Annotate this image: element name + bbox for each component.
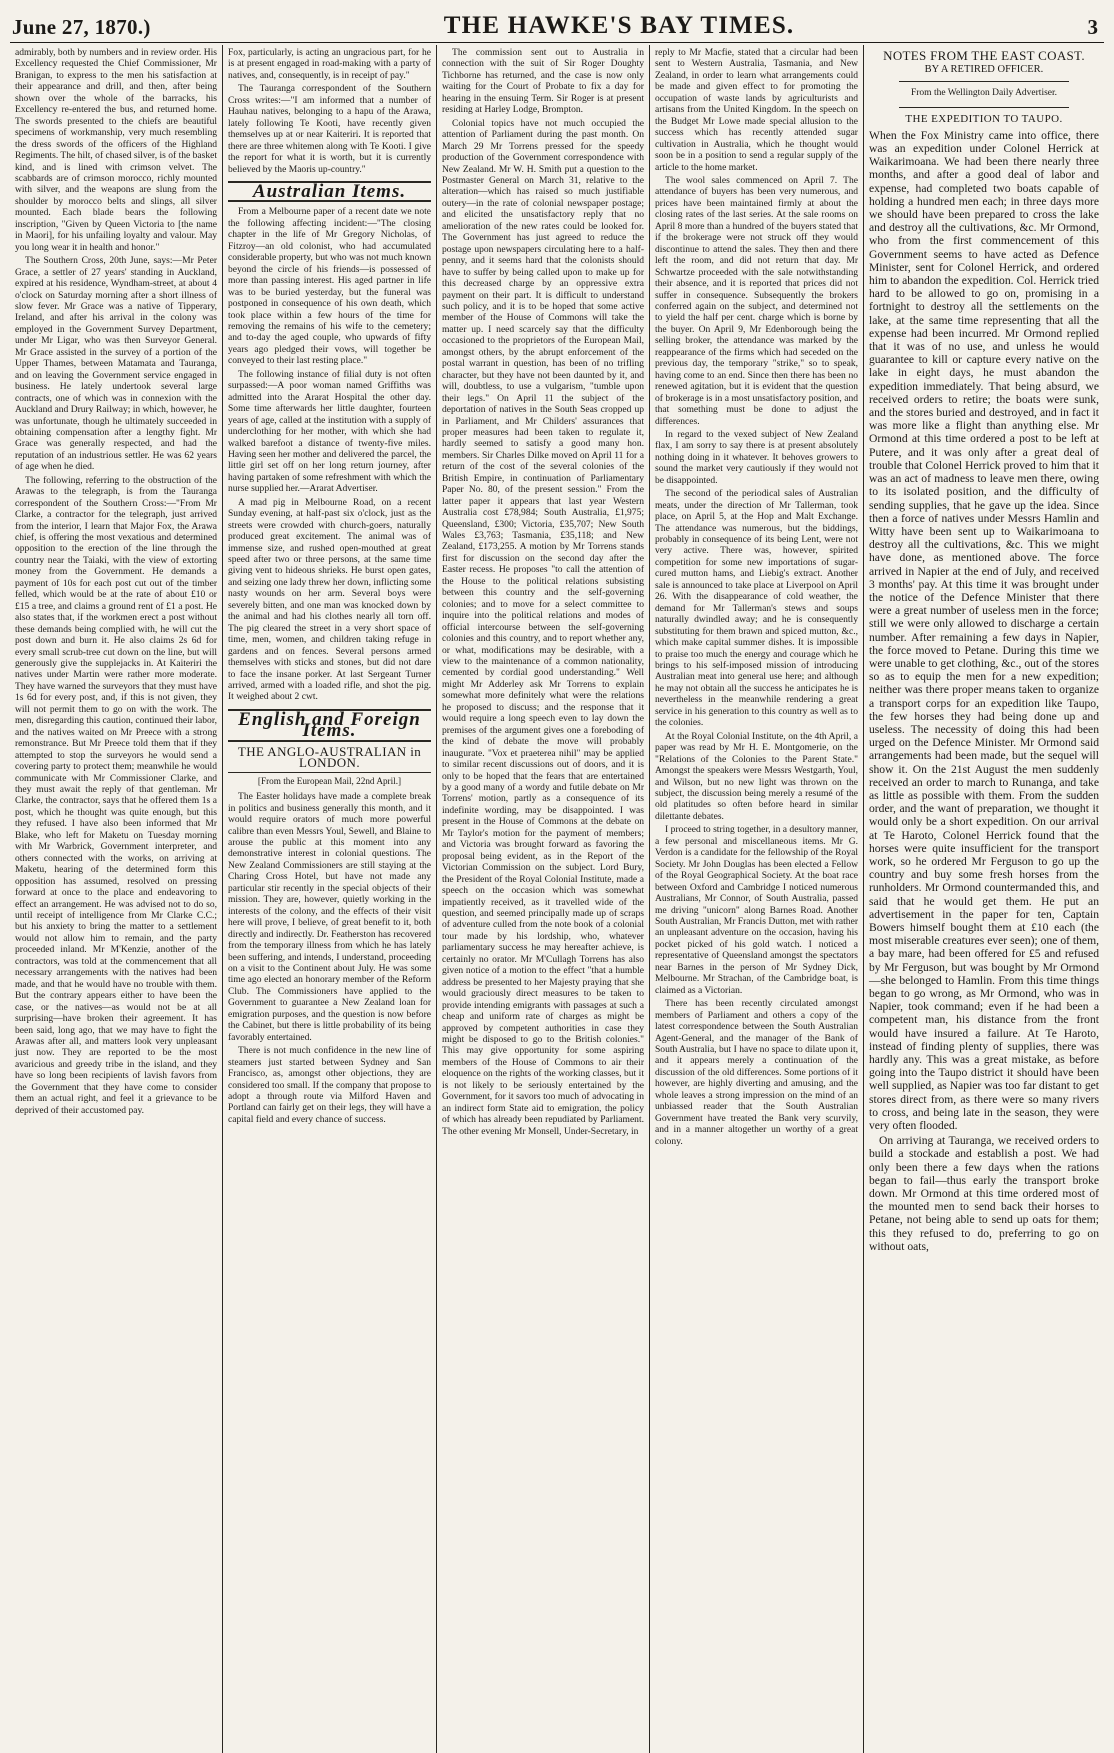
- column-4: [650, 45, 864, 1753]
- paragraph: The Easter holidays have made a complete break in politics and business generally this month, and it would require orators of much more powerful calibre than even Messrs Youl, Sewell, and Blaine to arouse the public at this moment into any demonstrative interest in colonial questions. The New Zealand Commissioners are still staying at the Charing Cross Hotel, but have not made any particular stir recently in the special objects of their mission. They are, however, quietly working in the interests of the colony, and the effects of their visit here will prove, I believe, of great benefit to it, both directly and indirectly. Dr. Featherston has recovered from the temporary illness from which he has lately been suffering, and intends, I understand, proceeding on a visit to the Continent about July. He was some time ago elected an honorary member of the Reform Club. The Commissioners have applied to the Government to guarantee a New Zealand loan for emigration purposes, and the question is now before the Cabinet, but there is little probability of its being favorably entertained.: [228, 791, 431, 1043]
- article-source: From the Wellington Daily Advertiser.: [910, 88, 1058, 99]
- paragraph: The second of the periodical sales of Australian meats, under the direction of Mr Tallerman, took place, on April 5, at the Hop and Malt Exchange. The attendance was numerous, but the biddings, probably in consequence of its being Lent, were not very active. There was, however, spirited competition for some new importations of sugar-cured mutton hams, and Liebig's extract. Another sale is announced to take place at Liverpool on April 26. With the disappearance of cold weather, the demand for Mr Tallerman's stews and soups naturally dwindled away; and he is consequently substituting for them brawn and spiced mutton, &c., which make capital summer dishes. It is impossible to praise too much the energy and courage which he brings to his self-imposed mission of introducing Australian meat into general use here; and although he may not obtain all the success he anticipates he is nevertheless in the meanwhile rendering a great service in his generation to this country as well as to the colonies.: [655, 488, 858, 729]
- paragraph: reply to Mr Macfie, stated that a circular had been sent to Western Australia, Tasmania, and New Zealand, in order to learn what arrangements could be made and given effect to for promoting the occupation of waste lands by agriculturists and artisans from the United Kingdom. In the speech on the Budget Mr Lowe made special allusion to the success which has recently attended sugar cultivation in Australia, which he thought would soon be in a position to send a regular supply of the article to the home market.: [655, 47, 858, 173]
- section-heading-english-foreign-items: English and Foreign Items.: [228, 709, 431, 742]
- article-source: [From the European Mail, 22nd April.]: [257, 775, 402, 786]
- paragraph: Fox, particularly, is acting an ungracious part, for he is at present engaged in road-making with a party of natives, and, consequently, is in receipt of pay.": [228, 47, 431, 81]
- newspaper-title: THE HAWKE'S BAY TIMES.: [443, 12, 795, 39]
- paragraph: The Tauranga correspondent of the Southern Cross writes:—"I am informed that a number of Hauhau natives, belonging to a hapu of the Arawa, lately following Te Kooti, have recently given themselves up at or near Kaiteriri. It is reported that there are three whitemen along with Te Kooti. I give the report for what it is worth, but it is currently believed by the Maoris up-country.": [228, 83, 431, 175]
- paragraph: The Southern Cross, 20th June, says:—Mr Peter Grace, a settler of 27 years' standing in Auckland, expired at his residence, Wyndham-street, at about 4 o'clock on Saturday morning after a short illness of slow fever. Mr Grace was a native of Tipperary, Ireland, and after his arrival in the colony was employed in the Government Survey Department, under Mr Ligar, who was then Surveyor General. Mr Grace assisted in the survey of a portion of the Upper Thames, between Matamata and Tauranga, and on leaving the Government service engaged in business. He lately undertook several large contracts, one of which was in connexion with the Auckland and Drury Railway; in which, however, he was unfortunate, though he ultimately succeeded in obtaining compensation after a lengthy fight. Mr Grace was generally respected, and had the reputation of an industrious settler. He was 62 years of age when he died.: [15, 255, 217, 473]
- paragraph: When the Fox Ministry came into office, there was an expedition under Colonel Herrick at Waikarimoana. We had been there nearly three months, and after a good deal of labor and expense, had completed two boats capable of holding a hundred men each; in three days more we should have been prepared to cross the lake and destroy all the cultivations, &c. Mr Ormond, who from the first commencement of this Government seems to have acted as Defence Minister, sent for Colonel Herrick, and ordered him to abandon the expedition. Col. Herrick tried hard to be allowed to go on, promising in a fortnight to destroy all the settlements on the lake, at the same time representing that all the expense had been incurred. Mr Ormond replied that it was of no use, and unless he would guarantee to kill or capture every native on the lake in eight days, he must abandon the expedition immediately. That being absurd, we received orders to retire; the boats were sunk, and the stores buried and destroyed, and in fact it was more like a flight than anything else. Mr Ormond at this time ordered a post to be left at Putere, and it was only after a great deal of trouble that Colonel Herrick proved to him that it was an act of madness to leave men there, owing to its isolated position, and the difficulty of sending supplies, that he gave up the idea. Since then a force of natives under Messrs Hamlin and Witty have been sent up to Waikarimoana to destroy all the cultivations, &c. This we might have done, as mentioned above. The force arrived in Napier at the end of July, and received 3 months' pay. At this time it was brought under the notice of the Defence Minister that there were a great number of useless men in the force; still we were only allowed to discharge a certain number. After remaining a few days in Napier, the force moved to Petane. During this time we were unable to get clothing, &c., out of the stores so as to equip the men for a new expedition; neither was there proper means taken to organize a transport corps for an expedition like Taupo, the few horses they had being done up and useless. The necessity of doing this had been urged on the Defence Minister. Mr Ormond said arrangements had been made, but the sequel will show it. On the 21st August the men suddenly received an order to march to Runanga, and take as little as possible with them. From the sudden order, and the want of preparation, we thought it would only be a short expedition. On our arrival at Te Haroto, Colonel Herrick found that the horses were quite insufficient for the transport work, so he ordered Mr Ferguson to go up the country and buy some fresh horses from the runholders. Mr Ormond countermanded this, and said that he would get them. He put an advertisement in the paper for ten, Captain Bowers himself bought them at £10 each (the most miserable creatures ever seen); one of them, a bay mare, had been offered for £5 and refused by Mr Ferguson, but was bought by Mr Ormond—she belonged to Hamlin. From this time things began to go wrong, as Mr Ormond, who was in Napier, took command; even if he had been a competent man, his distance from the front would have insured a failure. At Te Haroto, instead of finding plenty of supplies, there was hardly any. This was a great mistake, as before going into the Taupo district it should have been well supplied, as Napier was too far distant to get stores direct from, as there were so many rivers to cross, and being late in the season, they were very often flooded.: [869, 128, 1099, 1133]
- paragraph: Colonial topics have not much occupied the attention of Parliament during the past month. On March 29 Mr Torrens pressed for the speedy production of the Government correspondence with New Zealand. Mr W. H. Smith put a question to the Postmaster General on March 31, relative to the alteration—which has raised so much justifiable outery—in the rate of colonial newspaper postage; and elicited the unsatisfactory reply that no amelioration of the new rates could be looked for. The Government has just agreed to reduce the postage upon newspapers circulating here to a half-penny, and it seems hard that the colonists should have to suffer by being called upon to make up for this decreased charge by an oppressive extra payment on their part. It is difficult to understand such policy, and it is to be hoped that some active member of the House of Commons will take the matter up. I need scarcely say that the difficulty occasioned to the proprietors of the European Mail, amongst others, by the abrupt enforcement of the postal warrant in question, has been of no trifling character, but they have not been daunted by it, and will, doubtless, to use a vulgarism, "tumble upon their legs." On April 11 the subject of the deportation of natives in the South Seas cropped up in Parliament, and Mr Childers' assurances that proper measures had been taken to regulate it, hardly seemed to satisfy a good many hon. members. Sir Charles Dilke moved on April 11 for a return of the cost of the several colonies of the British Empire, in continuation of Parliamentary Paper No. 80, of the present session." From the latter paper it appears that last year Western Australia cost £78,984; South Australia, £1,975; Queensland, £300; Victoria, £35,707; New South Wales £3,763; Tasmania, £35,118; and New Zealand, £173,255. A motion by Mr Torrens stands first for discussion on the second day after the Easter recess. He proposes "to call the attention of the House to the political relations subsisting between this country and the self-governing colonies; and to move for a select committee to inquire into the political relations and modes of official intercourse between the self-governing colonies and this country, and to report whether any, or what, modifications may be desirable, with a view to the maintenance of a common nationality, cemented by cordial good understanding." Well might Mr Adderley ask Mr Torrens to explain somewhat more definitely what were the relations he proposed to discuss; and the response that it would require a long speech even to lay down the premises of the argument gives one a foreboding of the kind of debate the move will probably inaugurate. "Vox et praeterea nihil" may be applied to similar recent discussions out of doors, and it is only to be hoped that the fears that are entertained by a good many of a wordy and futile debate on Mr Torrens' motion, partly as a consequence of its indefinite wording, may be disappointed. I was present in the House of Commons at the debate on Mr Taylor's motion for the payment of members; and Victoria was brought forward as favoring the proposal being evident, as in the Report of the Victorian Commission on the subject. Lord Bury, the President of the Royal Colonial Institute, made a speech on the occasion which was somewhat impatiently received, as it travelled wide of the question, and seemed principally made up of scraps of adventure culled from the note book of a colonial tour made by his lordship, who, whatever parliamentary success he may hereafter achieve, is certainly no orator. Mr M'Cullagh Torrens has also given notice of a motion to the effect "that a humble address be presented to her Majesty praying that she would graciously direct measures to be taken to provide intending emigrants with passages at such a cheap and uniform rate of charges as might be approved by competent authorities in case they might be disposed to go to the British colonies." This may give opportunity for some aspiring members of the House of Commons to air their eloquence on the rights of the working classes, but it is not likely to be seriously entertained by the Government, for it savors too much of advocating in an indirect form State aid to emigration, the policy of which has already been repudiated by Parliament. The other evening Mr Monsell, Under-Secretary, in: [442, 117, 644, 1137]
- paragraph: The commission sent out to Australia in connection with the suit of Sir Roger Doughty Tichborne has returned, and the case is now only waiting for the Court of Probate to fix a day for hearing in the ensuing Term. Sir Roger is at present residing at Harley Lodge, Brompton.: [442, 47, 644, 116]
- divider: [899, 107, 1069, 108]
- paragraph: admirably, both by numbers and in review order. His Excellency requested the Chief Commissioner, Mr Branigan, to express to the men his satisfaction at their appearance and drill, and then, after being shown over the whole of the barracks, his Excellency re-entered the bus, and returned home. The swords presented to the chiefs are beautiful specimens of workmanship, very much resembling the dress swords of the officers of the Highland Regiments. The hilt, of chased silver, is of the basket kind, and is lined with crimson velvet. The scabbards are of crimson morocco, richly mounted with silver, and the weapons are slung from the shoulder by morocco belts and slings, all silver mounted. Each blade bears the following inscription, "Given by Queen Victoria to [the name in Maori], for his unfailing loyalty and valour. May you long wear it in health and honor.": [15, 47, 218, 253]
- paragraph: A mad pig in Melbourne Road, on a recent Sunday evening, at half-past six o'clock, just as the streets were crowded with church-goers, naturally produced great excitement. The animal was of immense size, and rushed open-mouthed at great speed after two or three persons, at the same time giving vent to hideous shrieks. He burst open gates, and seizing one lady threw her down, inflicting some nasty wounds on her arm. Several boys were severely bitten, and one man was knocked down by the animal and had his clothes nearly all torn off. The pig cleared the street in a very short space of time, men, women, and children taking refuge in gardens and on fences. Several persons armed themselves with sticks and stones, but did not dare to face the insane porker. At last Sergeant Turner arrived, armed with a loaded rifle, and shot the pig. It weighed about 2 cwt.: [228, 496, 431, 703]
- column-1: [10, 45, 223, 1753]
- paragraph: On arriving at Tauranga, we received orders to build a stockade and establish a post. We had only been there a few days when the rations began to fail—thus early the transport broke down. Mr Ormond at this time ordered most of the mounted men to send back their horses to Petane, not being able to send up oats for them; this they refused to do, preferring to go on without oats,: [869, 1134, 1099, 1253]
- column-3: [437, 45, 650, 1753]
- paragraph: The following, referring to the obstruction of the Arawas to the telegraph, is from the Tauranga correspondent of the Southern Cross:—"From Mr Clarke, a contractor for the telegraph, just arrived from the interior, I learn that Major Fox, the Arawa chief, is offering the most vexatious and determined opposition to the erection of the line through the country near the Taiaki, with the view of extorting money from the Government. He demands a payment of 10s for each post cut out of the timber felled, which would be at the rate of about £10 or £15 a tree, and claims a ground rent of £1 a post. He also states that, if the workmen erect a post without these demands being complied with, he will cut the post down and burn it. He also claims 2s 6d for every small scrub-tree cut down on the line, but will generously give the supplejacks in. At Kaiteriri the natives under Martin were rather more moderate. They have warned the surveyors that they must have 1s 6d for every post, and, if this is not given, they will not permit them to go on with the work. The men, disregarding this caution, continued their labor, and the natives waited on Mr Preece with a strong remonstrance. But Mr Preece told them that if they attempted to stop the surveyors he would send a covering party to protect them; meanwhile he would communicate with Mr Commissioner Clarke, and they must await the reply of that gentleman. Mr Clarke, the contractor, says that he offered them 1s a post, which he thought was quite enough, but this they refused. I have also been informed that Mr Blake, who left for Maketu on Tuesday morning with Mr Warbrick, Government interpreter, and others connected with the works, on arriving at Maketu, hearing of the determined form this opposition has assumed, resolved on pressing forward at once to the place and endeavoring to effect an arrangement. He was advised not to do so, until receipt of intelligence from Mr Clarke C.C.; but his anxiety to bring the matter to a settlement would not allow him to remain, and the party proceeded inland. Mr M'Kenzie, another of the contractors, was told at the commencement that all necessary arrangements with the natives had been made, and that he would have no trouble with them. But the contrary appears either to have been the case, or the natives—as would not be at all surprising—have broken their agreement. It has been said, long ago, that we may have to fight the Arawas after all, and matters look very unpleasant just now. They are reported to be the most avaricious and greedy tribe in the island, and they have so long been recipients of lavish favors from the Government that they have come to consider them an actual right, and feel it a grievance to be deprived of their accustomed pay.: [15, 474, 217, 1116]
- article-heading: NOTES FROM THE EAST COAST.: [883, 48, 1085, 63]
- article-subheading: THE EXPEDITION TO TAUPO.: [905, 112, 1063, 125]
- column-5: [864, 45, 1104, 1753]
- paragraph: At the Royal Colonial Institute, on the 4th April, a paper was read by Mr H. E. Montgomerie, on the "Relations of the Colonies to the Parent State." Amongst the speakers were Messrs Westgarth, Youl, and Wilson, but no new light was thrown on the subject, the discussion being merely a resumé of the old platitudes so often before heard in similar dilettante debates.: [655, 730, 858, 822]
- masthead: [10, 6, 1104, 43]
- article-byline: BY A RETIRED OFFICER.: [924, 64, 1044, 76]
- column-2: [223, 45, 437, 1753]
- paragraph: There is not much confidence in the new line of steamers just started between Sydney and San Francisco, as, amongst other objections, they are considered too small. If the company that propose to adopt a through route via Milford Haven and Portland can fairly get on their legs, they will have a capital field and every chance of success.: [228, 1045, 431, 1125]
- columns: [10, 45, 1104, 1753]
- divider: [899, 81, 1069, 82]
- paragraph: In regard to the vexed subject of New Zealand flax, I am sorry to say there is at present absolutely nothing doing in it whatever. It behoves growers to sound the market very cautiously if they would not be disappointed.: [655, 428, 858, 486]
- page-number: 3: [1087, 15, 1098, 39]
- paragraph: The following instance of filial duty is not often surpassed:—A poor woman named Griffiths was admitted into the Ararat Hospital the other day. Some time afterwards her little daughter, fourteen years of age, called at the institution with a supply of underclothing for her mother, with which she had walked barefoot a distance of twenty-five miles. Having seen her mother and delivered the parcel, the little girl set off on her long return journey, after having partaken of some refreshment with which the nurse supplied her.—Ararat Advertiser.: [228, 368, 431, 495]
- article-heading: THE ANGLO-AUSTRALIAN in LONDON.: [228, 746, 431, 773]
- paragraph: I proceed to string together, in a desultory manner, a few personal and miscellaneous items. Mr G. Verdon is a candidate for the fellowship of the Royal Society. Mr John Douglas has been elected a Fellow of the Royal Geographical Society. At the boat race between Oxford and Cambridge I noticed numerous Australians, Mr Connor, of South Australia, passed me driving "unicorn" along Barnes Road. Another South Australian, Mr Francis Dutton, met with rather an unpleasant adventure on the occasion, having his pocket picked of his gold watch. I noticed a representative of Queensland amongst the spectators near Barnes in the person of Mr Sydney Dick, Melbourne. Mr Strachan, of the Cambridge boat, is claimed as a Victorian.: [655, 824, 858, 996]
- paragraph: From a Melbourne paper of a recent date we note the following affecting incident:—"The closing chapter in the life of Mr Gregory Nicholas, of Fitzroy—an old colonist, who had accumulated considerable property, but who was not much known beyond the circle of his friends—is possessed of more than passing interest. His aged partner in life was to be buried yesterday, but the funeral was postponed in consequence of his own death, which took place within a few hours of the time for removing the remains of his wife to the cemetery; and to-day the aged couple, who upwards of fifty years ago pledged their vows, will together be conveyed to their last resting place.": [228, 206, 431, 367]
- issue-date: June 27, 1870.): [12, 15, 151, 39]
- section-heading-australian-items: Australian Items.: [228, 181, 431, 202]
- paragraph: The wool sales commenced on April 7. The attendance of buyers has been very numerous, and prices have been maintained firmly at about the closing rates of the last series. At the sale rooms on April 8 more than a hundred of the buyers stated that if the brokerage were not struck off they would discontinue to attend the sales. They then and there left the room, and did not return that day. Mr Schwartze proceeded with the sale notwithstanding their absence, and it is reported that prices did not suffer in consequence. Subsequently the brokers conferred again on the subject, and determined not to yield the half per cent. charge which is borne by the buyer. On April 9, Mr Edenborough being the selling broker, the attendance was marked by the reappearance of the firms which had seceded on the previous day, the temporary "strike," so to speak, having come to an end. Since then there has been no renewed agitation, but it is evident that the question of brokerage is in a most unsatisfactory position, and that something must be done to adjust the differences.: [655, 174, 858, 427]
- paragraph: There has been recently circulated amongst members of Parliament and others a copy of the latest correspondence between the South Australian Agent-General, and the manager of the Bank of South Australia, but I have no space to dilate upon it, and it appears merely a continuation of the discussion of the old differences. Some portions of it however, are highly diverting and amusing, and the whole leaves a strong impression on the mind of an unbiassed reader that the South Australian Government have treated the Bank very scurvily, and in a manner altogether un worthy of a great colony.: [655, 998, 858, 1147]
